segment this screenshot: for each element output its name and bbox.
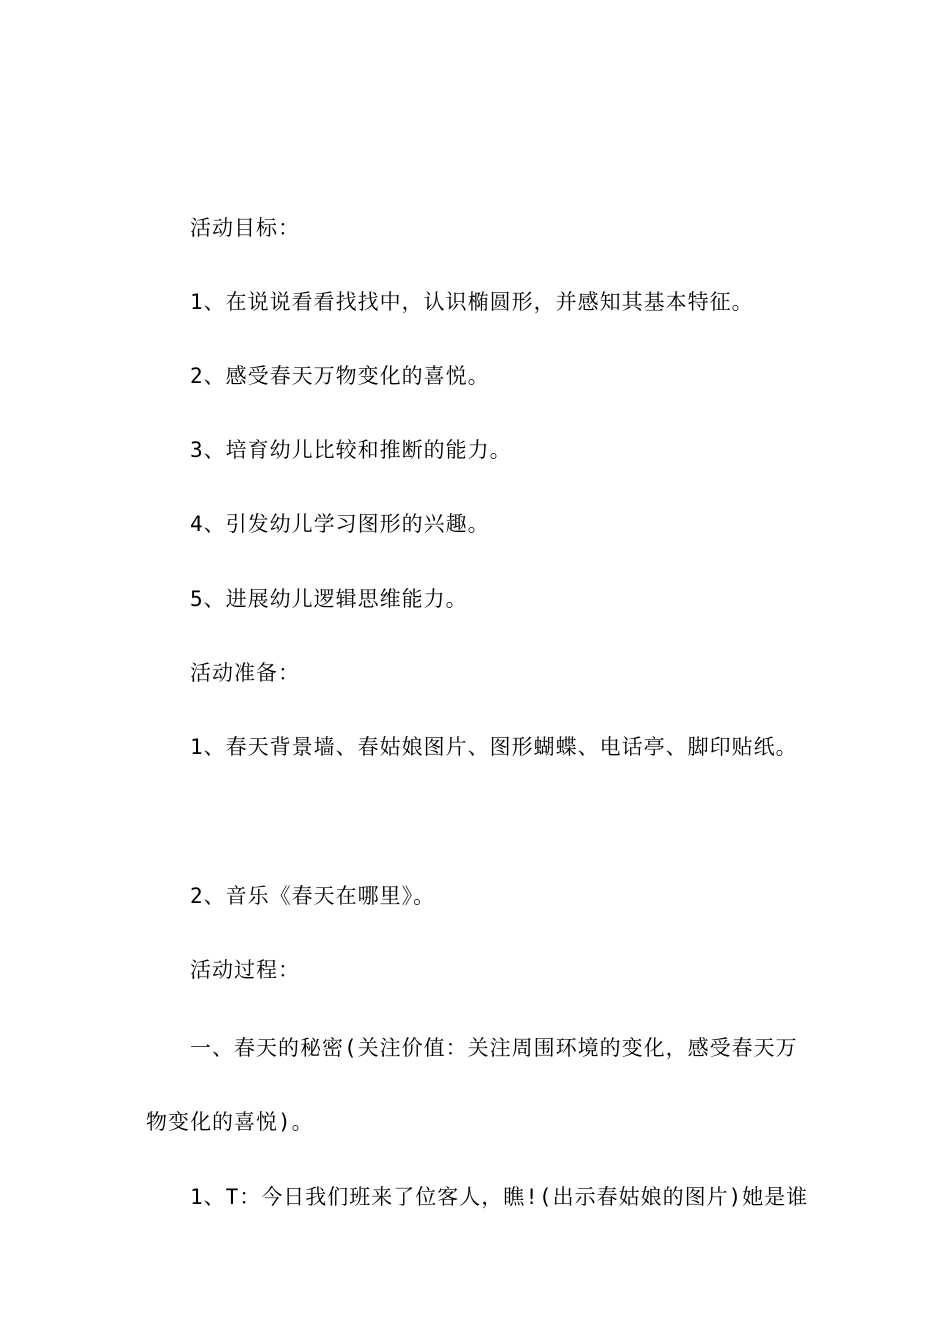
preparation-item-2: 2、音乐《春天在哪里》。 — [190, 884, 436, 908]
goal-item-5: 5、进展幼儿逻辑思维能力。 — [190, 587, 468, 611]
preparation-item-1: 1、春天背景墙、春姑娘图片、图形蝴蝶、电话亭、脚印贴纸。 — [190, 735, 798, 759]
process-section-1-line-2: 物变化的喜悦)。 — [146, 1110, 314, 1134]
heading-activity-goals: 活动目标： — [190, 216, 300, 240]
goal-item-3: 3、培育幼儿比较和推断的能力。 — [190, 438, 512, 462]
goal-item-2: 2、感受春天万物变化的喜悦。 — [190, 364, 490, 388]
goal-item-1: 1、在说说看看找找中，认识椭圆形，并感知其基本特征。 — [190, 290, 754, 314]
heading-activity-preparation: 活动准备： — [190, 661, 300, 685]
heading-activity-process: 活动过程： — [190, 958, 300, 982]
goal-item-4: 4、引发幼儿学习图形的兴趣。 — [190, 512, 490, 536]
process-section-1-line-1: 一、春天的秘密(关注价值：关注周围环境的变化，感受春天万 — [190, 1036, 798, 1060]
process-step-1: 1、T：今日我们班来了位客人，瞧!(出示春姑娘的图片)她是谁 — [190, 1185, 809, 1209]
